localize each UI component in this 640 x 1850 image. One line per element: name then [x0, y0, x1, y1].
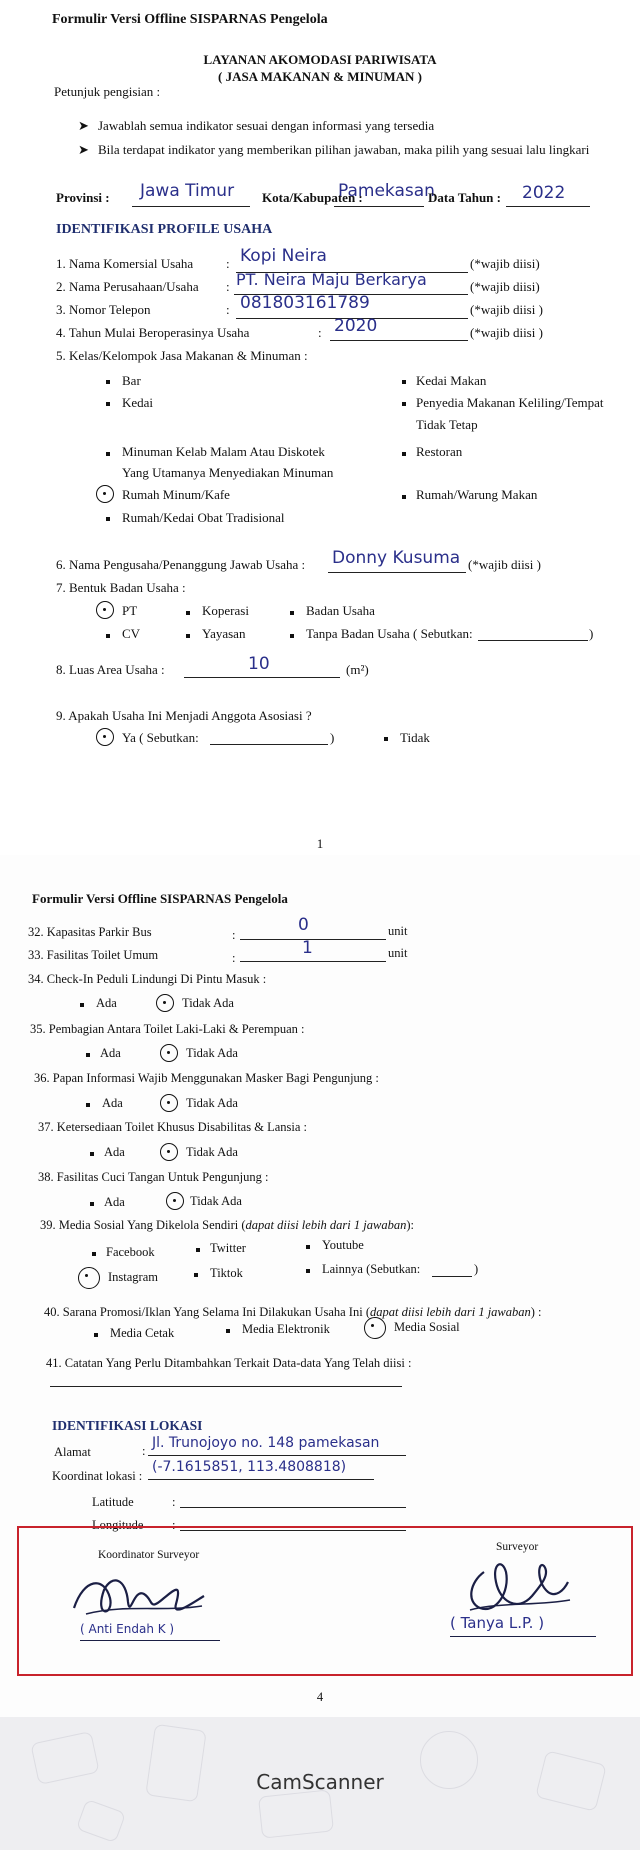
option-ya[interactable]: Ya ( Sebutkan: [122, 730, 199, 745]
option-makanan-keliling-cont: Tidak Tetap [416, 417, 478, 432]
app-name: CamScanner [256, 1770, 384, 1794]
q32-value: 0 [298, 915, 309, 935]
option-tidak-ada[interactable]: Tidak Ada [182, 996, 234, 1010]
selected-circle-icon [160, 1094, 178, 1112]
option-tidak[interactable]: Tidak [400, 730, 430, 745]
option-kedai[interactable]: Kedai [122, 395, 154, 410]
arrow-icon: ➤ [78, 142, 89, 157]
option-youtube[interactable]: Youtube [322, 1238, 364, 1252]
selected-circle-icon [160, 1044, 178, 1062]
option-makanan-keliling[interactable]: Penyedia Makanan Keliling/Tempat [416, 395, 604, 410]
page-number: 4 [316, 1690, 324, 1704]
q5-label: 5. Kelas/Kelompok Jasa Makanan & Minuman : [56, 348, 308, 363]
option-facebook[interactable]: Facebook [106, 1245, 155, 1259]
option-badan-usaha[interactable]: Badan Usaha [306, 603, 375, 618]
selected-circle-icon [160, 1143, 178, 1161]
option-tiktok[interactable]: Tiktok [210, 1266, 243, 1280]
petunjuk-label: Petunjuk pengisian : [54, 84, 161, 99]
q35-label: 35. Pembagian Antara Toilet Laki-Laki & Perempuan : [30, 1022, 305, 1036]
q2-label: 2. Nama Perusahaan/Usaha [56, 279, 199, 294]
form-header: Formulir Versi Offline SISPARNAS Pengelola [32, 891, 288, 906]
option-tidak-ada[interactable]: Tidak Ada [190, 1194, 242, 1208]
kota-label: Kota/Kabupaten : [262, 190, 363, 205]
q9-label: 9. Apakah Usaha Ini Menjadi Anggota Asosiasi ? [56, 708, 312, 723]
option-lainnya[interactable]: Lainnya (Sebutkan: [322, 1262, 421, 1276]
q39-label: 39. Media Sosial Yang Dikelola Sendiri (dapat diisi lebih dari 1 jawaban): [40, 1218, 414, 1232]
option-warung-makan[interactable]: Rumah/Warung Makan [416, 487, 538, 502]
selected-circle-icon [96, 485, 114, 503]
q8-unit: (m²) [346, 662, 369, 677]
petunjuk-item: Bila terdapat indikator yang memberikan pilihan jawaban, maka pilih yang sesuai lalu lingkari [98, 142, 590, 157]
option-ada[interactable]: Ada [96, 996, 117, 1010]
q8-label: 8. Luas Area Usaha : [56, 662, 165, 677]
option-kelab-malam[interactable]: Minuman Kelab Malam Atau Diskotek [122, 444, 325, 459]
tahun-label: Data Tahun : [428, 190, 501, 205]
option-kedai-makan[interactable]: Kedai Makan [416, 373, 487, 388]
koordinat-value: (-7.1615851, 113.4808818) [152, 1459, 347, 1475]
form-title: LAYANAN AKOMODASI PARIWISATA [203, 52, 437, 67]
page-number: 1 [316, 836, 324, 851]
provinsi-value: Jawa Timur [140, 181, 235, 201]
koordinator-label: Koordinator Surveyor [98, 1549, 200, 1561]
q6-value: Donny Kusuma [332, 548, 461, 568]
option-media-sosial[interactable]: Media Sosial [394, 1320, 460, 1334]
provinsi-label: Provinsi : [56, 190, 110, 205]
option-tidak-ada[interactable]: Tidak Ada [186, 1145, 238, 1159]
q33-value: 1 [302, 938, 313, 958]
option-cv[interactable]: CV [122, 626, 141, 641]
option-tidak-ada[interactable]: Tidak Ada [186, 1096, 238, 1110]
option-tidak-ada[interactable]: Tidak Ada [186, 1046, 238, 1060]
selected-circle-icon [156, 994, 174, 1012]
unit-label: unit [388, 946, 408, 960]
q37-label: 37. Ketersediaan Toilet Khusus Disabilitas & Lansia : [38, 1120, 307, 1134]
option-bar[interactable]: Bar [122, 373, 141, 388]
option-twitter[interactable]: Twitter [210, 1241, 246, 1255]
wajib-note: (*wajib diisi ) [468, 557, 541, 572]
q41-label: 41. Catatan Yang Perlu Ditambahkan Terkait Data-data Yang Telah diisi : [46, 1356, 412, 1370]
latitude-label: Latitude [92, 1495, 134, 1509]
option-restoran[interactable]: Restoran [416, 444, 463, 459]
form-header: Formulir Versi Offline SISPARNAS Pengelola [52, 12, 328, 27]
longitude-label: Longitude [92, 1518, 144, 1532]
arrow-icon: ➤ [78, 118, 89, 133]
selected-circle-icon [96, 601, 114, 619]
surveyor-label: Surveyor [496, 1541, 539, 1553]
koordinat-label: Koordinat lokasi : [52, 1469, 143, 1483]
section-profile-usaha: IDENTIFIKASI PROFILE USAHA [56, 222, 273, 237]
q32-label: 32. Kapasitas Parkir Bus [28, 925, 152, 939]
koordinator-signature [64, 1568, 214, 1628]
petunjuk-item: Jawablah semua indikator sesuai dengan informasi yang tersedia [98, 118, 435, 133]
option-tanpa-badan-usaha[interactable]: Tanpa Badan Usaha ( Sebutkan: [306, 626, 473, 641]
q3-value: 081803161789 [240, 293, 370, 313]
option-rumah-minum[interactable]: Rumah Minum/Kafe [122, 487, 230, 502]
q33-label: 33. Fasilitas Toilet Umum [28, 948, 159, 962]
q1-value: Kopi Neira [240, 246, 327, 266]
option-media-cetak[interactable]: Media Cetak [110, 1326, 175, 1340]
option-pt[interactable]: PT [122, 603, 138, 618]
koordinator-name: ( Anti Endah K ) [80, 1622, 175, 1636]
option-instagram[interactable]: Instagram [108, 1270, 158, 1284]
selected-circle-icon [78, 1267, 100, 1289]
q34-label: 34. Check-In Peduli Lindungi Di Pintu Masuk : [28, 972, 267, 986]
option-koperasi[interactable]: Koperasi [202, 603, 249, 618]
form-subtitle: ( JASA MAKANAN & MINUMAN ) [217, 69, 422, 84]
section-lokasi: IDENTIFIKASI LOKASI [52, 1418, 203, 1433]
option-ada[interactable]: Ada [104, 1195, 125, 1209]
form-page-1: Formulir Versi Offline SISPARNAS Pengelola LAYANAN AKOMODASI PARIWISATA ( JASA MAKANAN & MINUMAN ) Petunjuk pengisian : ➤ Jawablah semua indikator sesuai dengan informasi yang tersedia ➤ Bila terdapat indikator yang memberikan pilihan jawaban, maka pilih yang sesuai lalu lingkari Provinsi : Jawa Timur Kota/Kabupaten : Pamekasan Data Tahun : 2022 IDENTIFIKASI PROFILE USAHA 1. Nama Komersial Usaha : Kopi Neira (*wajib diisi) 2. Nama Perusahaan/Usaha : PT. Neira Maju Berkarya (*wajib diisi) 3. Nomor Telepon : 081803161789 (*wajib diisi ) 4. Tahun Mulai Beroperasinya Usaha : 2020 (*wajib diisi ) 5. Kelas/Kelompok Jasa Makanan & Minuman : Bar Kedai Minuman Kelab Malam Atau Diskotek Yang Utamanya Menyediakan Minuman Rumah Minum/Kafe Rumah/Kedai Obat Tradisional Kedai Makan Penyedia Makanan Keliling/Tempat Tidak Tetap Restoran Rumah/Warung Makan 6. Nama Pengusaha/Penanggung Jawab Usaha : Donny Kusuma (*wajib diisi ) 7. Bentuk Badan Usaha : PT Koperasi Badan Usaha CV Yayasan Tanpa Badan Usaha ( Sebutkan: ) 8. Luas Area Usaha : 10 (m²) 9. Apakah Usaha Ini Menjadi Anggota Asosiasi ? Ya ( Sebutkan: ) Tidak 1 [0, 0, 640, 855]
q3-label: 3. Nomor Telepon [56, 302, 151, 317]
q4-label: 4. Tahun Mulai Beroperasinya Usaha [56, 325, 250, 340]
option-media-elektronik[interactable]: Media Elektronik [242, 1322, 330, 1336]
q6-label: 6. Nama Pengusaha/Penanggung Jawab Usaha : [56, 557, 306, 572]
alamat-label: Alamat [54, 1445, 91, 1459]
wajib-note: (*wajib diisi ) [470, 325, 543, 340]
option-yayasan[interactable]: Yayasan [202, 626, 246, 641]
option-ada[interactable]: Ada [104, 1145, 125, 1159]
selected-circle-icon [364, 1317, 386, 1339]
tahun-value: 2022 [522, 183, 566, 203]
option-ada[interactable]: Ada [100, 1046, 121, 1060]
q36-label: 36. Papan Informasi Wajib Menggunakan Masker Bagi Pengunjung : [34, 1071, 379, 1085]
q2-value: PT. Neira Maju Berkarya [236, 270, 427, 289]
wajib-note: (*wajib diisi) [470, 279, 540, 294]
option-ada[interactable]: Ada [102, 1096, 123, 1110]
q4-value: 2020 [334, 316, 378, 336]
q7-label: 7. Bentuk Badan Usaha : [56, 580, 186, 595]
wajib-note: (*wajib diisi) [470, 256, 540, 271]
q8-value: 10 [248, 654, 270, 674]
q40-label: 40. Sarana Promosi/Iklan Yang Selama Ini Dilakukan Usaha Ini (dapat diisi lebih dari 1 jawaban) : [44, 1305, 542, 1319]
form-page-4: Formulir Versi Offline SISPARNAS Pengelola 32. Kapasitas Parkir Bus : 0 unit 33. Fasilitas Toilet Umum : 1 unit 34. Check-In Peduli Lindungi Di Pintu Masuk : Ada Tidak Ada 35. Pembagian Antara Toilet Laki-Laki & Perempuan : Ada Tidak Ada 36. Papan Informasi Wajib Menggunakan Masker Bagi Pengunjung : Ada Tidak Ada 37. Ketersediaan Toilet Khusus Disabilitas & Lansia : Ada Tidak Ada 38. Fasilitas Cuci Tangan Untuk Pengunjung : Ada Tidak Ada 39. Media Sosial Yang Dikelola Sendiri (dapat diisi lebih dari 1 jawaban): Facebook Twitter Youtube Instagram Tiktok Lainnya (Sebutkan: ) 40. Sarana Promosi/Iklan Yang Selama Ini Dilakukan Usaha Ini (dapat diisi lebih dari 1 jawaban) : Media Cetak Media Elektronik Media Sosial 41. Catatan Yang Perlu Ditambahkan Terkait Data-data Yang Telah diisi : IDENTIFIKASI LOKASI Alamat : Jl. Trunojoyo no. 148 pamekasan Koordinat lokasi : (-7.1615851, 113.4808818) Latitude : Longitude : 4 [0, 855, 640, 1717]
surveyor-name: ( Tanya L.P. ) [450, 1614, 545, 1632]
alamat-value: Jl. Trunojoyo no. 148 pamekasan [152, 1435, 380, 1451]
selected-circle-icon [96, 728, 114, 746]
unit-label: unit [388, 924, 408, 938]
q1-label: 1. Nama Komersial Usaha [56, 256, 194, 271]
wajib-note: (*wajib diisi ) [470, 302, 543, 317]
selected-circle-icon [166, 1192, 184, 1210]
option-kelab-malam-cont: Yang Utamanya Menyediakan Minuman [122, 465, 334, 480]
kota-value: Pamekasan [338, 181, 435, 201]
q38-label: 38. Fasilitas Cuci Tangan Untuk Pengunjung : [38, 1170, 269, 1184]
option-obat-tradisional[interactable]: Rumah/Kedai Obat Tradisional [122, 510, 285, 525]
